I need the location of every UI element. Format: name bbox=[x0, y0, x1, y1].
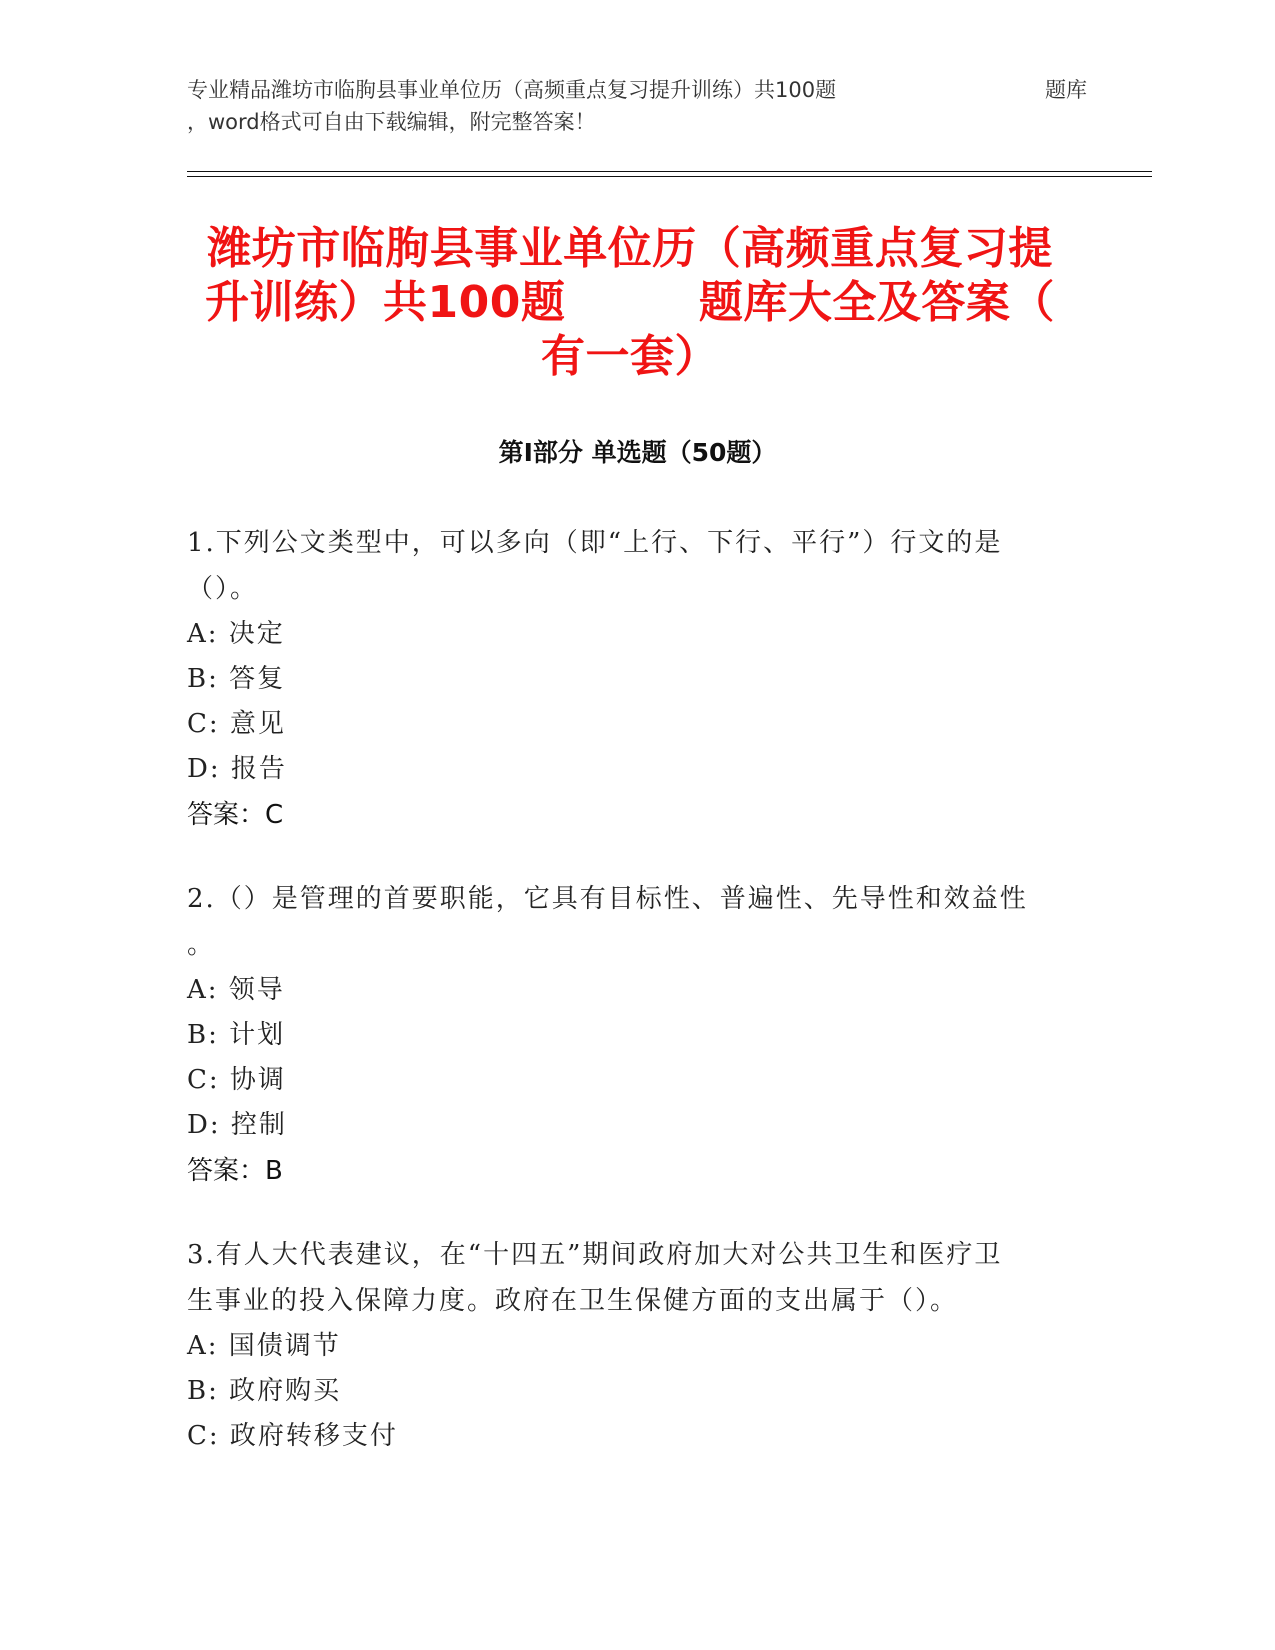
option-b: B: 答复 bbox=[187, 664, 286, 694]
option-d: D: 报告 bbox=[187, 754, 287, 784]
question-3 bbox=[187, 1232, 1067, 1459]
option-a: A: 决定 bbox=[187, 619, 285, 649]
question-list bbox=[187, 520, 1067, 1497]
title-line-2: 升训练）共100题 题库大全及答案（ bbox=[205, 277, 1055, 328]
question-text-cont: 。 bbox=[187, 930, 216, 960]
option-c: C: 协调 bbox=[187, 1065, 286, 1095]
question-text: 2.（）是管理的首要职能，它具有目标性、普遍性、先导性和效益性 bbox=[187, 884, 1028, 914]
question-2 bbox=[187, 876, 1067, 1194]
title-line-1: 潍坊市临朐县事业单位历（高频重点复习提 bbox=[207, 223, 1053, 274]
page-header bbox=[187, 74, 1087, 138]
header-text: 专业精品潍坊市临朐县事业单位历（高频重点复习提升训练）共100题 bbox=[187, 78, 837, 102]
answer: 答案：B bbox=[187, 1156, 283, 1186]
header-rule-top bbox=[187, 171, 1152, 172]
option-a: A: 国债调节 bbox=[187, 1331, 341, 1361]
section-title: 第Ⅰ部分 单选题（50题） bbox=[498, 438, 777, 467]
option-b: B: 政府购买 bbox=[187, 1376, 342, 1406]
header-line-2: ，word格式可自由下载编辑，附完整答案！ bbox=[187, 110, 596, 134]
question-text: 3.有人大代表建议，在“十四五”期间政府加大对公共卫生和医疗卫 bbox=[187, 1240, 1003, 1270]
question-text-cont: （）。 bbox=[187, 574, 259, 604]
question-text-cont: 生事业的投入保障力度。政府在卫生保健方面的支出属于（）。 bbox=[187, 1286, 959, 1316]
header-rule-bottom bbox=[187, 176, 1152, 177]
question-1 bbox=[187, 520, 1067, 838]
option-c: C: 意见 bbox=[187, 709, 286, 739]
title-line-3: 有一套） bbox=[541, 331, 719, 382]
option-b: B: 计划 bbox=[187, 1020, 286, 1050]
answer: 答案：C bbox=[187, 800, 284, 830]
header-line-1 bbox=[187, 74, 1087, 106]
question-text: 1.下列公文类型中，可以多向（即“上行、下行、平行”）行文的是 bbox=[187, 528, 1003, 558]
option-a: A: 领导 bbox=[187, 975, 285, 1005]
option-d: D: 控制 bbox=[187, 1110, 287, 1140]
header-tag: 题库 bbox=[1045, 78, 1087, 102]
option-c: C: 政府转移支付 bbox=[187, 1421, 398, 1451]
document-title bbox=[190, 222, 1070, 384]
